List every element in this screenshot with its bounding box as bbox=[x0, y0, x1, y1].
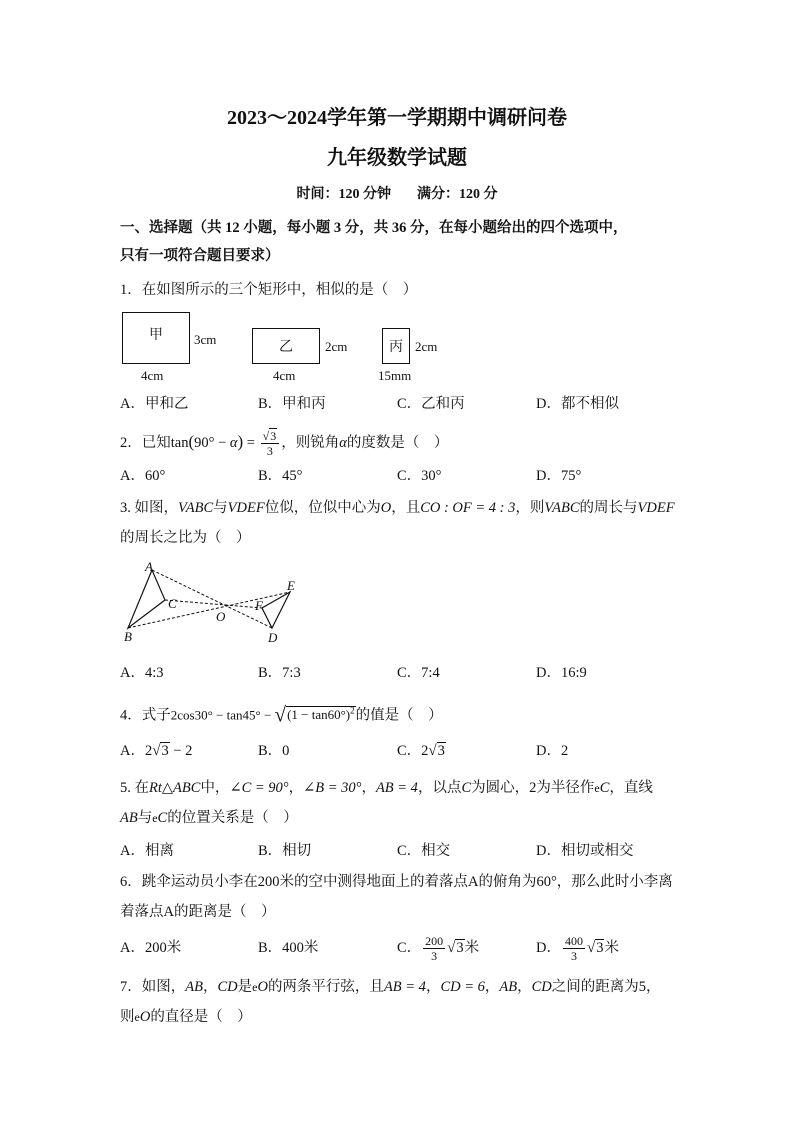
q5-circle-c: C bbox=[599, 780, 610, 796]
q6-d-root: 3 bbox=[596, 940, 604, 956]
q4-option-d: D．2 bbox=[536, 743, 569, 759]
q3-center-o: O bbox=[380, 500, 392, 516]
q4-exponent: 2 bbox=[350, 706, 355, 716]
q5-circle-c-2: C bbox=[157, 810, 168, 826]
q5-stem-line1 bbox=[120, 777, 653, 799]
time-limit: 时间：120 分钟 bbox=[296, 187, 391, 202]
q6-c-den: 3 bbox=[431, 949, 438, 964]
q2-suffix: 的度数是（ ） bbox=[346, 435, 449, 451]
q7-p6: ， bbox=[484, 979, 500, 995]
q2-eq: = bbox=[243, 435, 259, 451]
label-o: O bbox=[216, 609, 226, 624]
q3-p1: 3. 如图， bbox=[120, 500, 178, 516]
q7-p8: 之间的距离为5， bbox=[551, 979, 661, 995]
q5-p4: ， bbox=[361, 780, 376, 796]
q5-p3: ， bbox=[288, 780, 304, 796]
label-b: B bbox=[124, 629, 132, 644]
q5-option-c: C．相交 bbox=[397, 843, 451, 859]
rect-yi bbox=[252, 328, 320, 364]
q7-stem-line2 bbox=[120, 1006, 252, 1028]
rect-yi-base: 4cm bbox=[273, 368, 296, 383]
label-d: D bbox=[268, 630, 278, 645]
q6-d-den: 3 bbox=[570, 949, 577, 964]
q7-p3: 是 bbox=[237, 979, 253, 995]
q3-option-d: D．16:9 bbox=[536, 665, 587, 681]
q5-ab-length: AB = 4 bbox=[375, 780, 418, 796]
q7-p4: 的两条平行弦，且 bbox=[267, 979, 384, 995]
q5-option-d: D．相切或相交 bbox=[536, 843, 634, 859]
q6-c-label: C． bbox=[397, 940, 422, 956]
rect-yi-side: 2cm bbox=[325, 339, 348, 354]
q3-option-a: A．4:3 bbox=[120, 665, 164, 681]
triangle-abc bbox=[128, 570, 165, 628]
q4-option-c: C．2√3 bbox=[397, 743, 445, 759]
q5-angle-c: ∠C = 90° bbox=[229, 780, 289, 796]
rect-jia-base: 4cm bbox=[141, 368, 164, 383]
q6-d-label: D． bbox=[536, 940, 561, 956]
q2-option-d: D．75° bbox=[536, 468, 582, 484]
q2-func: tan bbox=[170, 435, 189, 451]
q5-line-ab: AB bbox=[120, 810, 138, 826]
rect-jia-label: 甲 bbox=[149, 328, 163, 343]
q6-option-b: B．400米 bbox=[258, 940, 319, 956]
q2-arg: 90° − bbox=[194, 435, 230, 451]
q1-option-a: A．甲和乙 bbox=[120, 396, 189, 412]
label-e: E bbox=[287, 578, 295, 593]
q1-option-d: D．都不相似 bbox=[536, 396, 619, 412]
rect-yi-label: 乙 bbox=[279, 340, 293, 355]
q3-p5: ，则 bbox=[515, 500, 545, 516]
q4-c-label: C． bbox=[397, 743, 422, 759]
q3-option-c: C．7:4 bbox=[397, 665, 440, 681]
q3-p3: 位似，位似中心为 bbox=[264, 500, 381, 516]
q2-num-root: 3 bbox=[270, 429, 277, 444]
q5-with: 与 bbox=[137, 810, 153, 826]
label-f: F bbox=[255, 598, 263, 613]
q2-den: 3 bbox=[266, 444, 273, 459]
q6-d-num: 400 bbox=[564, 934, 583, 949]
q2-stem: 2．已知tan(90° − α) = $\frac{√3}{3}$ ，则锐角α的度数是（ ） bbox=[120, 429, 449, 459]
q4-c-root: 3 bbox=[437, 743, 445, 759]
q5-p2: 中， bbox=[200, 780, 230, 796]
q2-mid: ，则锐角 bbox=[281, 435, 340, 451]
q3-homothety-figure bbox=[115, 560, 315, 652]
q5-point-c: C bbox=[461, 780, 472, 796]
rect-bing-label: 丙 bbox=[389, 340, 403, 355]
q6-c-num: 200 bbox=[425, 934, 444, 949]
rect-bing bbox=[382, 328, 410, 364]
q4-stem bbox=[120, 698, 443, 727]
q3-p6: 的周长与 bbox=[579, 500, 638, 516]
q2-fraction: $\frac{√3}{3}$ bbox=[261, 429, 280, 458]
q4-expression: 2cos30° − tan45° − bbox=[170, 707, 275, 723]
circle-symbol-icon: e bbox=[152, 811, 158, 825]
full-score: 满分：120 分 bbox=[417, 187, 498, 202]
q4-c-coef: 2 bbox=[421, 743, 429, 759]
q5-option-b: B．相切 bbox=[258, 843, 312, 859]
q4-option-b: B．0 bbox=[258, 743, 290, 759]
exam-info bbox=[0, 184, 794, 206]
q5-p6: 为圆心，2为半径作 bbox=[471, 780, 595, 796]
q7-chord-cd: CD bbox=[217, 979, 238, 995]
q4-prefix: 4．式子 bbox=[120, 707, 171, 724]
q3-triangle-abc-2: VABC bbox=[544, 500, 580, 516]
q1-stem: 1．在如图所示的三个矩形中，相似的是（ ） bbox=[120, 282, 418, 298]
rect-jia bbox=[122, 312, 190, 364]
q7-l2a: 则 bbox=[120, 1009, 135, 1025]
q3-triangle-def: VDEF bbox=[227, 500, 265, 516]
q4-radicand: (1 − tan60°) bbox=[287, 707, 351, 723]
q4-a-label: A． bbox=[120, 743, 145, 759]
q2-var: α bbox=[229, 435, 238, 451]
q5-p5: ，以点 bbox=[417, 780, 462, 796]
q6-option-a: A．200米 bbox=[120, 940, 182, 956]
label-a: A bbox=[145, 560, 153, 574]
q3-p4: ，且 bbox=[391, 500, 421, 516]
q6-option-c: C． $\frac{200}{3}$ √3米 bbox=[397, 934, 480, 964]
q5-p7: ，直线 bbox=[609, 780, 653, 796]
rect-jia-side: 3cm bbox=[194, 332, 217, 347]
q5-angle-b: ∠B = 30° bbox=[303, 780, 362, 796]
exam-title: 2023～2024学年第一学期期中调研问卷 bbox=[227, 107, 567, 129]
q2-option-a: A．60° bbox=[120, 468, 166, 484]
q7-p2: ， bbox=[202, 979, 218, 995]
q7-p7: ， bbox=[517, 979, 532, 995]
q1-option-c: C．乙和丙 bbox=[397, 396, 465, 412]
circle-symbol-icon: e bbox=[252, 980, 258, 994]
q6-c-root: 3 bbox=[456, 940, 464, 956]
q7-l2b: 的直径是（ ） bbox=[150, 1009, 252, 1025]
q4-a-root: 3 bbox=[161, 743, 169, 759]
q7-stem-line1 bbox=[120, 976, 661, 998]
q5-rt-triangle: Rt△ABC bbox=[149, 780, 201, 796]
q3-triangle-def-2: VDEF bbox=[637, 500, 675, 516]
q7-cd-length: CD = 6 bbox=[440, 979, 485, 995]
q5-option-a: A．相离 bbox=[120, 843, 174, 859]
section-heading-line2: 只有一项符合题目要求） bbox=[120, 248, 280, 264]
q4-a-tail: − 2 bbox=[169, 743, 193, 759]
q3-triangle-abc: VABC bbox=[178, 500, 214, 516]
circle-symbol-icon: e bbox=[134, 1010, 140, 1024]
q3-stem-line1 bbox=[120, 497, 675, 519]
q5-stem-line2 bbox=[120, 807, 298, 829]
q7-circle-o: O bbox=[257, 979, 268, 995]
q2-option-c: C．30° bbox=[397, 468, 442, 484]
q5-p1: 5. 在 bbox=[120, 780, 149, 796]
q3-option-b: B．7:3 bbox=[258, 665, 301, 681]
q1-option-b: B．甲和丙 bbox=[258, 396, 326, 412]
q7-chord-ab: AB bbox=[185, 979, 203, 995]
q7-chord-cd-2: CD bbox=[531, 979, 552, 995]
q2-option-b: B．45° bbox=[258, 468, 303, 484]
q3-ratio: CO : OF = 4 : 3 bbox=[420, 500, 516, 516]
q7-p1: 7．如图， bbox=[120, 979, 186, 995]
q3-p2: 与 bbox=[213, 500, 228, 516]
exam-subtitle: 九年级数学试题 bbox=[327, 147, 467, 169]
q2-var2: α bbox=[339, 435, 347, 451]
q6-stem-line2: 着落点A的距离是（ ） bbox=[120, 904, 276, 920]
q4-suffix: 的值是（ ） bbox=[355, 707, 443, 724]
rect-bing-side: 2cm bbox=[415, 339, 438, 354]
q7-circle-o-2: O bbox=[139, 1009, 151, 1025]
q3-stem-line2: 的周长之比为（ ） bbox=[120, 530, 251, 546]
q6-c-unit: 米 bbox=[464, 940, 480, 956]
q6-option-d: D． $\frac{400}{3}$ √3米 bbox=[536, 934, 619, 964]
q6-d-unit: 米 bbox=[604, 940, 619, 956]
q7-chord-ab-2: AB bbox=[499, 979, 518, 995]
section-heading-line1: 一、选择题（共 12 小题，每小题 3 分，共 36 分，在每小题给出的四个选项中， bbox=[120, 220, 628, 236]
q7-p5: ， bbox=[425, 979, 441, 995]
q2-prefix: 2．已知 bbox=[120, 435, 171, 451]
q4-option-a: A．2√3 − 2 bbox=[120, 743, 193, 759]
q4-a-coef: 2 bbox=[144, 743, 153, 759]
q5-tail: 的位置关系是（ ） bbox=[167, 810, 298, 826]
q4-radical: $√(1 - \tan 60^\circ)^2$ bbox=[274, 702, 355, 727]
circle-symbol-icon: e bbox=[594, 781, 600, 795]
q6-stem-line1: 6．跳伞运动员小李在200米的空中测得地面上的着落点A的俯角为60°，那么此时小李离 bbox=[120, 874, 673, 890]
label-c: C bbox=[168, 596, 177, 611]
rect-bing-base: 15mm bbox=[378, 368, 412, 383]
q7-ab-length: AB = 4 bbox=[383, 979, 426, 995]
